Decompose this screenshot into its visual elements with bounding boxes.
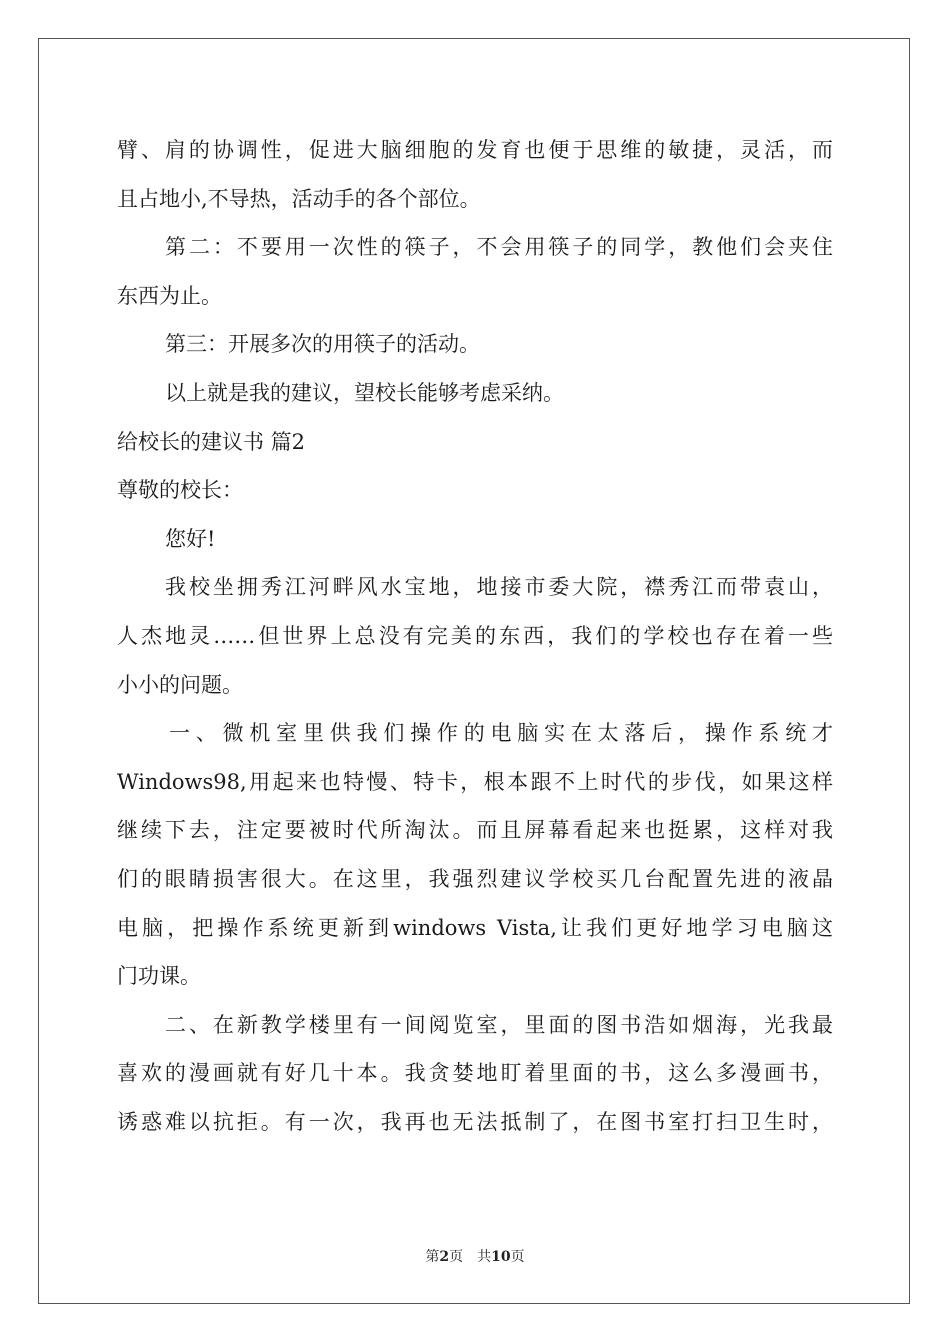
footer-total-prefix: 共 — [477, 1249, 492, 1265]
text-line: 人杰地灵……但世界上总没有完美的东西，我们的学校也存在着一些 — [117, 623, 833, 648]
text-line: 喜欢的漫画就有好几十本。我贪婪地盯着里面的书，这么多漫画书， — [117, 1061, 833, 1086]
document-body — [117, 126, 833, 1146]
text-line: 我校坐拥秀江河畔风水宝地，地接市委大院，襟秀江而带袁山， — [165, 575, 833, 600]
footer-total-pages: 10 — [491, 1249, 511, 1265]
text-line: 第二：不要用一次性的筷子，不会用筷子的同学，教他们会夹住 — [165, 235, 833, 260]
text-line: 一、微机室里供我们操作的电脑实在太落后，操作系统才 — [169, 721, 833, 746]
text-line: 东西为止。 — [117, 283, 222, 308]
text-line: 且占地小,不导热，活动手的各个部位。 — [117, 186, 481, 211]
text-line: 继续下去，注定要被时代所淘汰。而且屏幕看起来也挺累，这样对我 — [117, 818, 833, 843]
footer-total-suffix: 页 — [510, 1249, 525, 1265]
greeting: 您好! — [165, 526, 216, 551]
text-line: 二、在新教学楼里有一间阅览室，里面的图书浩如烟海，光我最 — [165, 1012, 833, 1037]
footer-page-number: 2 — [439, 1249, 450, 1265]
footer-page-prefix: 第 — [425, 1249, 440, 1265]
text-line: 们的眼睛损害很大。在这里，我强烈建议学校买几台配置先进的液晶 — [117, 866, 833, 891]
text-line: 诱惑难以抗拒。有一次，我再也无法抵制了，在图书室打扫卫生时， — [117, 1109, 833, 1134]
text-line: 电脑，把操作系统更新到windows Vista,让我们更好地学习电脑这 — [117, 915, 833, 940]
salutation: 尊敬的校长： — [117, 478, 243, 503]
text-line: 以上就是我的建议，望校长能够考虑采纳。 — [165, 380, 564, 405]
section-heading: 给校长的建议书 篇2 — [117, 429, 306, 454]
footer-page-suffix: 页 — [449, 1249, 464, 1265]
text-line: 臂、肩的协调性，促进大脑细胞的发育也便于思维的敏捷，灵活，而 — [117, 138, 833, 162]
text-line: 门功课。 — [117, 964, 201, 989]
text-line: 第三：开展多次的用筷子的活动。 — [165, 332, 480, 357]
page-footer — [0, 1246, 950, 1266]
text-line: 小小的问题。 — [117, 672, 243, 697]
text-line: Windows98,用起来也特慢、特卡，根本跟不上时代的步伐，如果这样 — [117, 769, 833, 794]
